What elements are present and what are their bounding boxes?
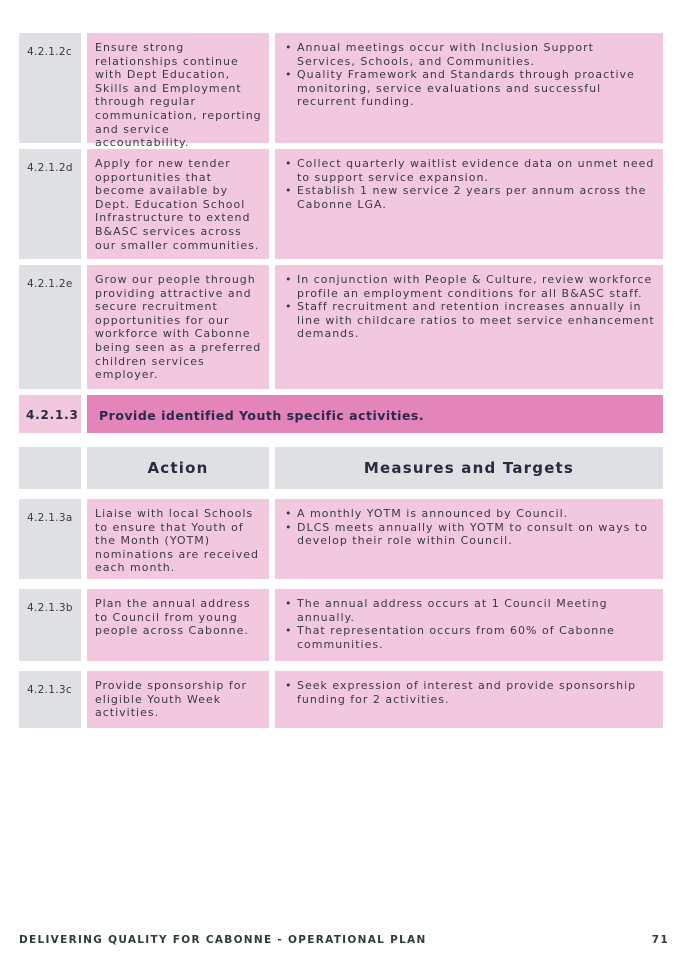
- row-action: Apply for new tender opportunities that become available by Dept. Education School Infrastructure to extend B&ASC services across our smaller communities.: [87, 149, 269, 259]
- row-id: 4.2.1.3c: [19, 671, 81, 728]
- row-measures: [275, 33, 663, 143]
- measure-item: • DLCS meets annually with YOTM to consult on ways to develop their role within Council.: [283, 521, 657, 548]
- section-heading: [19, 395, 663, 433]
- measure-item: • That representation occurs from 60% of Cabonne communities.: [283, 624, 657, 651]
- header-measures: Measures and Targets: [275, 447, 663, 489]
- measure-item: • Establish 1 new service 2 years per annum across the Cabonne LGA.: [283, 184, 657, 211]
- measure-item: • In conjunction with People & Culture, review workforce profile an employment conditions for all B&ASC staff.: [283, 273, 657, 300]
- page-footer: [19, 934, 669, 946]
- measure-item: • Collect quarterly waitlist evidence data on unmet need to support service expansion.: [283, 157, 657, 184]
- row-measures: [275, 589, 663, 661]
- row-measures: [275, 265, 663, 389]
- header-id-blank: [19, 447, 81, 489]
- row-id: 4.2.1.3b: [19, 589, 81, 661]
- row-action: Liaise with local Schools to ensure that Youth of the Month (YOTM) nominations are received each month.: [87, 499, 269, 579]
- row-action: Provide sponsorship for eligible Youth Week activities.: [87, 671, 269, 728]
- footer-title: DELIVERING QUALITY FOR CABONNE - OPERATIONAL PLAN: [19, 934, 427, 946]
- section-id: 4.2.1.3: [19, 395, 81, 433]
- header-action: Action: [87, 447, 269, 489]
- row-measures: [275, 499, 663, 579]
- row-measures: [275, 671, 663, 728]
- row-action: Plan the annual address to Council from young people across Cabonne.: [87, 589, 269, 661]
- page-number: 71: [651, 934, 669, 946]
- measure-item: • Staff recruitment and retention increases annually in line with childcare ratios to meet service enhancement demands.: [283, 300, 657, 341]
- operational-plan-table: [19, 33, 663, 734]
- section-title: Provide identified Youth specific activities.: [87, 395, 663, 433]
- row-id: 4.2.1.2c: [19, 33, 81, 143]
- row-id: 4.2.1.2d: [19, 149, 81, 259]
- row-measures: [275, 149, 663, 259]
- table-row: [19, 33, 663, 150]
- row-action: Grow our people through providing attractive and secure recruitment opportunities for our workforce with Cabonne being seen as a preferred children services employer.: [87, 265, 269, 389]
- measure-item: • The annual address occurs at 1 Council Meeting annually.: [283, 597, 657, 624]
- table-row: [19, 265, 663, 389]
- table-header: [19, 447, 663, 489]
- table-row: [19, 589, 663, 661]
- row-id: 4.2.1.2e: [19, 265, 81, 389]
- row-id: 4.2.1.3a: [19, 499, 81, 579]
- table-row: [19, 499, 663, 579]
- row-action: Ensure strong relationships continue with Dept Education, Skills and Employment through regular communication, reporting and service accountability.: [87, 33, 269, 143]
- table-row: [19, 671, 663, 728]
- measure-item: • Annual meetings occur with Inclusion Support Services, Schools, and Communities.: [283, 41, 657, 68]
- measure-item: • A monthly YOTM is announced by Council.: [283, 507, 657, 521]
- measure-item: • Seek expression of interest and provide sponsorship funding for 2 activities.: [283, 679, 657, 706]
- table-row: [19, 149, 663, 259]
- measure-item: • Quality Framework and Standards through proactive monitoring, service evaluations and successful recurrent funding.: [283, 68, 657, 109]
